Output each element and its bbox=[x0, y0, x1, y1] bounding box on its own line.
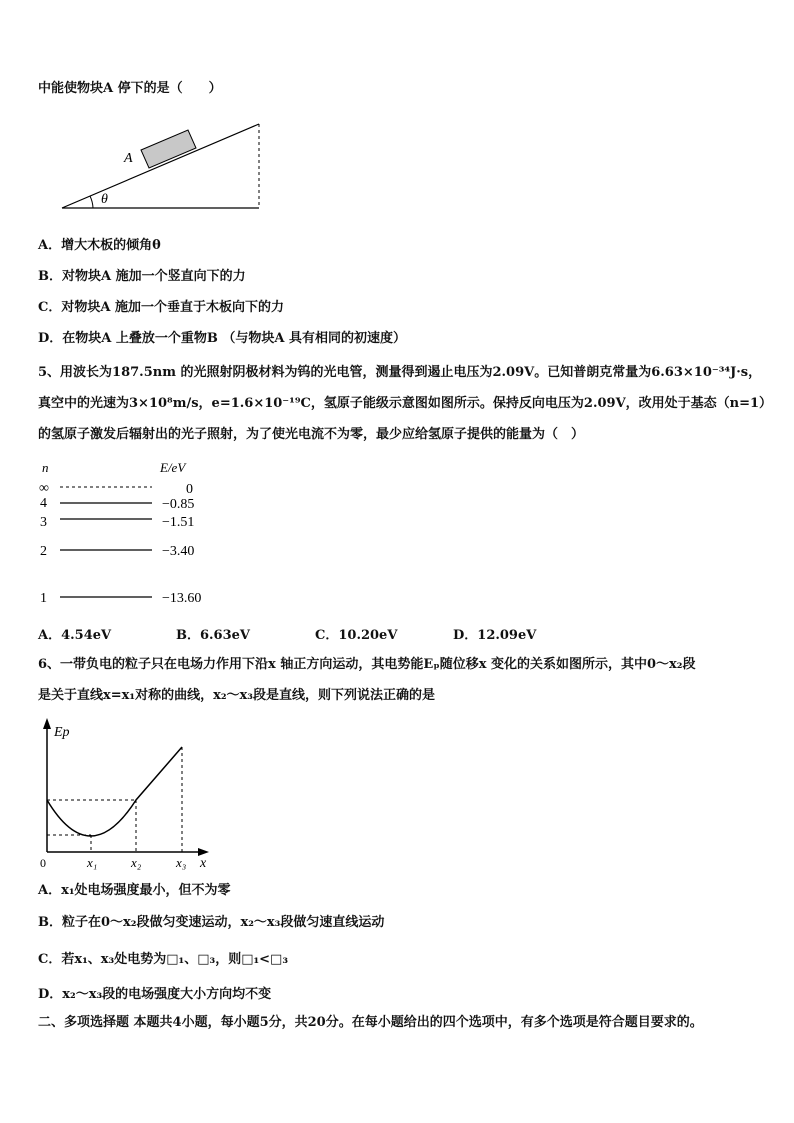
section-2-heading: 二、多项选择题 本题共4小题，每小题5分，共20分。在每小题给出的四个选项中，有多个选项是符合题目要求的。 bbox=[38, 1015, 703, 1030]
x-axis-label: x bbox=[200, 856, 207, 871]
q6-option-c: C．若x₁、x₃处电势为□₁、□₃，则□₁<□₃ bbox=[38, 952, 289, 967]
angle-theta-label: θ bbox=[101, 192, 108, 207]
level-e-2: −3.40 bbox=[162, 544, 195, 559]
level-n-4: 4 bbox=[40, 496, 47, 511]
y-axis-arrow bbox=[43, 718, 51, 729]
level-e-3: −1.51 bbox=[162, 515, 195, 530]
q4-option-b: B．对物块A 施加一个竖直向下的力 bbox=[38, 269, 246, 284]
level-e-4: −0.85 bbox=[162, 497, 195, 512]
e-header: E/eV bbox=[160, 460, 186, 475]
q5-line-2: 真空中的光速为3×10⁸m/s，e=1.6×10⁻¹⁹C，氢原子能级示意图如图所示。保持反向电压为2.09V，改用处于基态（n=1） bbox=[38, 396, 773, 411]
q5-option-b: B．6.63eV bbox=[176, 628, 251, 643]
q4-option-d: D．在物块A 上叠放一个重物B （与物块A 具有相同的初速度） bbox=[38, 331, 407, 346]
q5-line-1: 5、用波长为187.5nm 的光照射阴极材料为钨的光电管，测量得到遏止电压为2.09V。已知普朗克常量为6.63×10⁻³⁴J·s， bbox=[38, 365, 762, 380]
block-a-label: A bbox=[124, 151, 133, 166]
q6-line-1: 6、一带负电的粒子只在电场力作用下沿x 轴正方向运动，其电势能Eₚ随位移x 变化的关系如图所示，其中0～x₂段 bbox=[38, 657, 696, 672]
level-e-inf: 0 bbox=[186, 482, 193, 497]
origin-label: 0 bbox=[40, 856, 46, 870]
q5-line-3: 的氢原子激发后辐射出的光子照射，为了使光电流不为零，最少应给氢原子提供的能量为（ ） bbox=[38, 427, 585, 442]
q4-stem: 中能使物块A 停下的是（ ） bbox=[38, 81, 222, 96]
level-n-2: 2 bbox=[40, 544, 47, 559]
q5-option-d: D．12.09eV bbox=[453, 628, 537, 643]
level-n-1: 1 bbox=[40, 591, 47, 606]
level-n-3: 3 bbox=[40, 515, 47, 530]
x-axis-arrow bbox=[198, 848, 209, 856]
n-header: n bbox=[42, 460, 49, 475]
level-n-inf: ∞ bbox=[39, 481, 49, 496]
y-axis-label: Ep bbox=[54, 725, 70, 740]
q5-option-c: C．10.20eV bbox=[315, 628, 398, 643]
q4-option-c: C．对物块A 施加一个垂直于木板向下的力 bbox=[38, 300, 284, 315]
q6-option-a: A．x₁处电场强度最小，但不为零 bbox=[38, 883, 231, 898]
q6-line-2: 是关于直线x=x₁对称的曲线，x₂～x₃段是直线，则下列说法正确的是 bbox=[38, 688, 435, 703]
x2-tick-label: x₂ bbox=[131, 855, 142, 870]
ep-curve bbox=[47, 747, 182, 836]
x3-tick-label: x₃ bbox=[176, 855, 187, 870]
q6-option-b: B．粒子在0～x₂段做匀变速运动，x₂～x₃段做匀速直线运动 bbox=[38, 915, 385, 930]
level-e-1: −13.60 bbox=[162, 591, 202, 606]
q4-option-a: A．增大木板的倾角θ bbox=[38, 238, 161, 253]
q5-option-a: A．4.54eV bbox=[38, 628, 112, 643]
q6-option-d: D．x₂～x₃段的电场强度大小方向均不变 bbox=[38, 987, 272, 1002]
x1-tick-label: x₁ bbox=[87, 855, 98, 870]
